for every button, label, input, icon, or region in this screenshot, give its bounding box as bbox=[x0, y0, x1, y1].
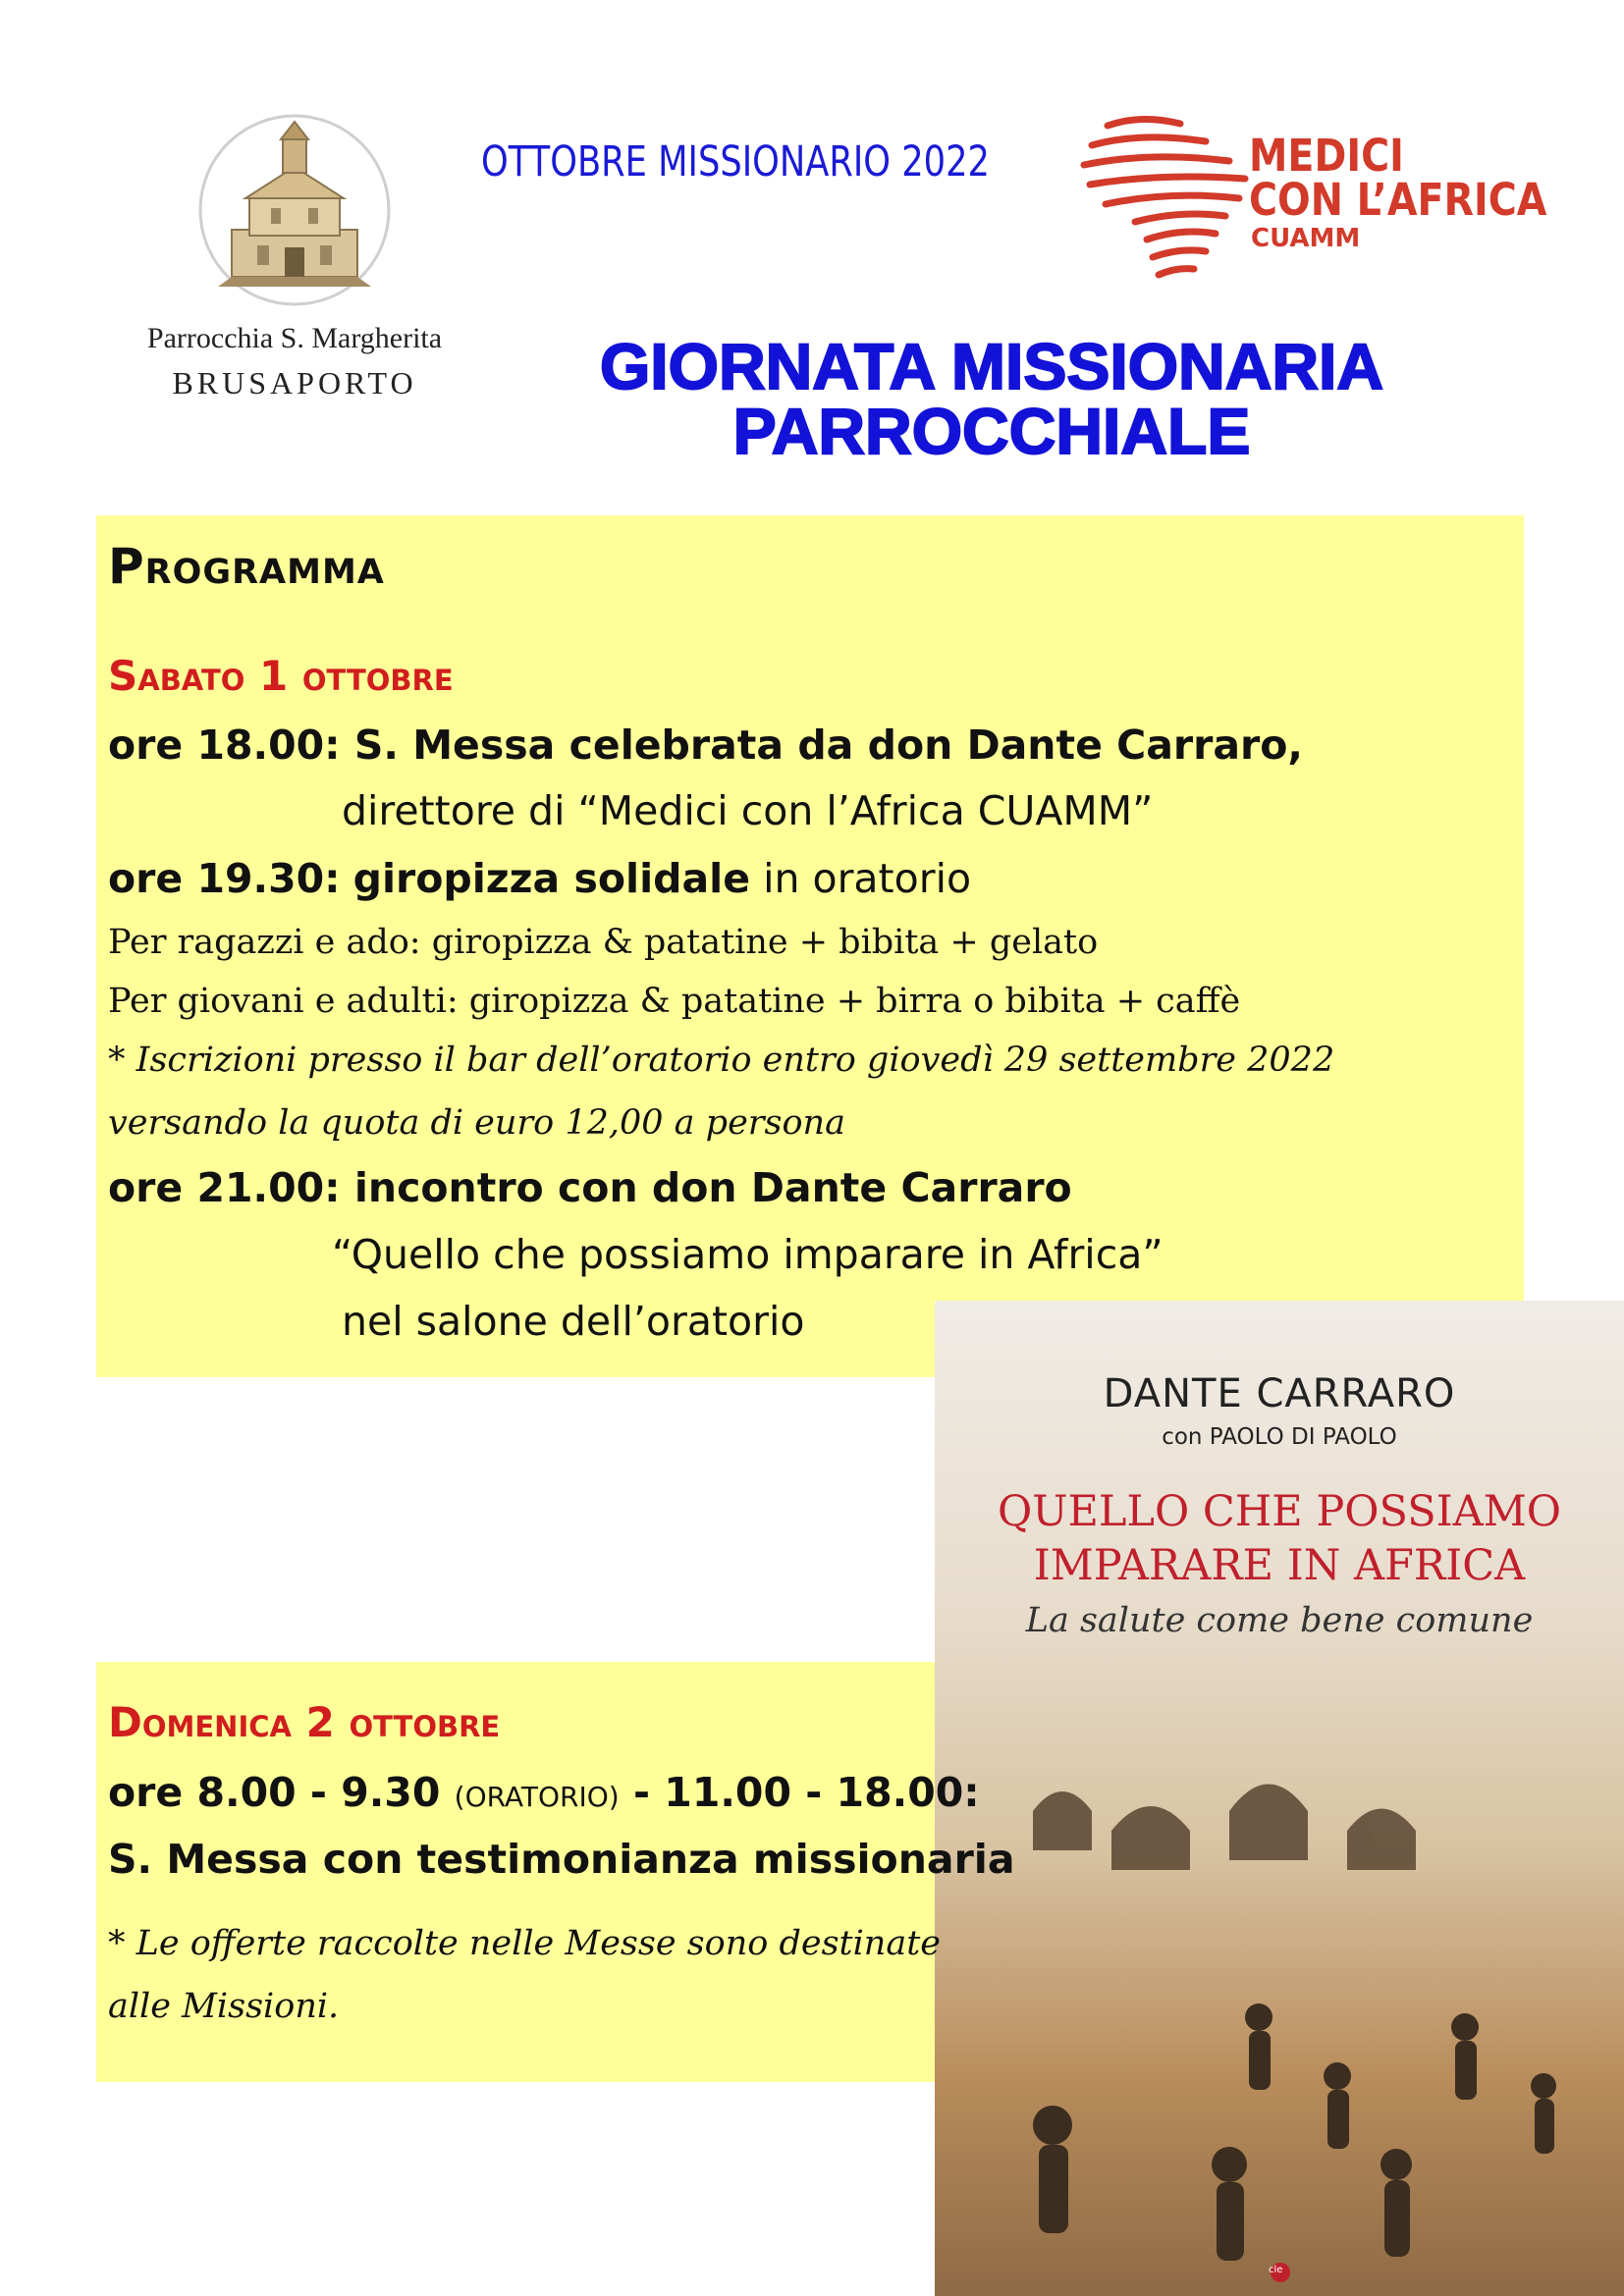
saturday-pizza-bold: giropizza solidale bbox=[352, 855, 751, 902]
saturday-meeting: ore 21.00: incontro con don Dante Carraro bbox=[108, 1164, 1072, 1211]
church-icon bbox=[189, 112, 401, 318]
book-title-line2: IMPARARE IN AFRICA bbox=[1033, 1541, 1526, 1590]
saturday-note-line2: versando la quota di euro 12,00 a persona bbox=[108, 1103, 845, 1143]
main-heading bbox=[550, 330, 1434, 467]
saturday-mass-text: S. Messa celebrata da don Dante Carraro, bbox=[353, 721, 1303, 769]
parish-logo bbox=[118, 108, 471, 412]
africa-map-icon bbox=[1072, 106, 1259, 293]
partner-sub: CUAMM bbox=[1251, 224, 1361, 253]
sunday-note-line2: alle Missioni. bbox=[108, 1987, 340, 2026]
partner-logo bbox=[1072, 106, 1547, 293]
book-title-line1: QUELLO CHE POSSIAMO bbox=[997, 1487, 1562, 1536]
saturday-mass-line bbox=[108, 721, 1303, 769]
partner-name bbox=[1249, 130, 1547, 226]
saturday-youth-offer: Per ragazzi e ado: giropizza & patatine + bibita + gelato bbox=[108, 923, 1099, 962]
book-cover-illustration bbox=[935, 1301, 1624, 2296]
publisher-mark: cle bbox=[1269, 2265, 1283, 2275]
main-heading-line2: PARROCCHIALE bbox=[732, 395, 1251, 467]
book-cover bbox=[935, 1301, 1624, 2296]
parish-town: BRUSAPORTO bbox=[172, 365, 417, 400]
book-coauthor: con PAOLO DI PAOLO bbox=[1162, 1424, 1397, 1450]
event-title: OTTOBRE MISSIONARIO 2022 bbox=[481, 137, 990, 187]
book-author: DANTE CARRARO bbox=[1103, 1371, 1456, 1416]
saturday-meeting-place: nel salone dell’oratorio bbox=[342, 1298, 805, 1345]
program-title: Programma bbox=[108, 538, 385, 595]
parish-name: Parrocchia S. Margherita bbox=[146, 322, 443, 354]
saturday-pizza-line bbox=[108, 855, 971, 902]
saturday-heading: Sabato 1 ottobre bbox=[108, 652, 454, 700]
saturday-adult-offer: Per giovani e adulti: giropizza & patatine + birra o bibita + caffè bbox=[108, 982, 1241, 1021]
book-subtitle: La salute come bene comune bbox=[1025, 1601, 1534, 1640]
main-heading-line1: GIORNATA MISSIONARIA bbox=[599, 330, 1384, 402]
sunday-note-line1: * Le offerte raccolte nelle Messe sono destinate bbox=[108, 1924, 941, 1963]
partner-line2: CON L’AFRICA bbox=[1249, 174, 1547, 226]
sunday-times-note: (ORATORIO) bbox=[454, 1781, 620, 1813]
saturday-pizza-rest: in oratorio bbox=[763, 855, 972, 902]
sunday-times-b: - 11.00 - 18.00: bbox=[633, 1769, 980, 1816]
partner-line1: MEDICI bbox=[1249, 130, 1404, 182]
sunday-times-a: ore 8.00 - 9.30 bbox=[108, 1769, 441, 1816]
saturday-pizza-time: ore 19.30: bbox=[108, 855, 341, 902]
sunday-times bbox=[108, 1769, 980, 1816]
saturday-meeting-title: “Quello che possiamo imparare in Africa” bbox=[332, 1231, 1164, 1278]
saturday-note-line1: * Iscrizioni presso il bar dell’oratorio entro giovedì 29 settembre 2022 bbox=[108, 1041, 1335, 1080]
saturday-mass-role: direttore di “Medici con l’Africa CUAMM” bbox=[342, 787, 1154, 834]
sunday-heading: Domenica 2 ottobre bbox=[108, 1698, 501, 1746]
sunday-mass-text: S. Messa con testimonianza missionaria bbox=[108, 1836, 1015, 1883]
saturday-mass-time: ore 18.00: bbox=[108, 721, 341, 769]
